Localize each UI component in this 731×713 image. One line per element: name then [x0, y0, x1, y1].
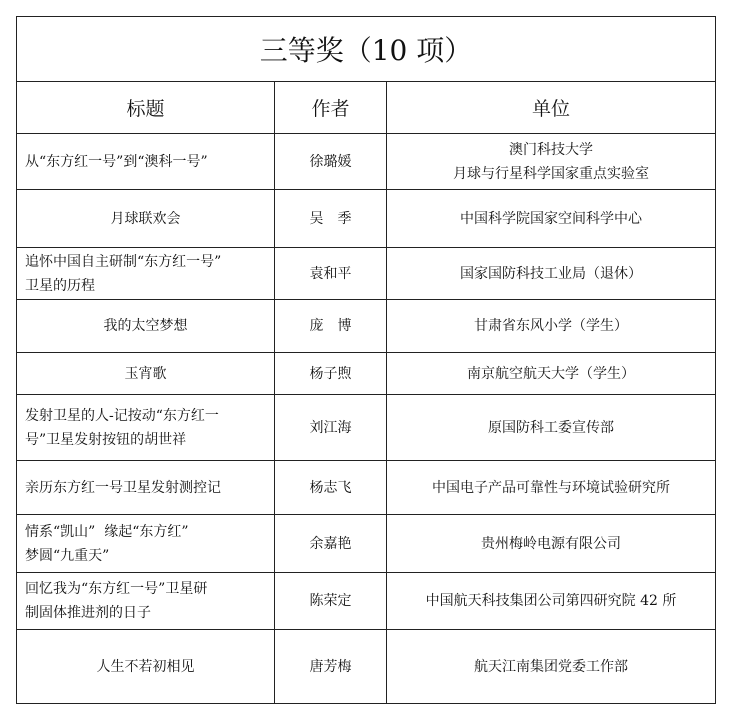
row-title — [17, 461, 275, 515]
table-row — [17, 395, 716, 461]
table-row — [17, 461, 716, 515]
row-title-line: 人生不若初相见 — [96, 658, 195, 675]
row-unit-line: 甘肃省东风小学（学生） — [474, 318, 628, 334]
row-unit-line: 原国防科工委宣传部 — [488, 419, 614, 436]
row-unit-line: 中国科学院国家空间科学中心 — [460, 210, 642, 227]
row-author: 徐璐媛 — [275, 134, 387, 190]
row-unit-line: 贵州梅岭电源有限公司 — [481, 535, 621, 552]
row-title-line: 发射卫星的人-记按动“东方红一 — [25, 407, 219, 424]
row-title — [17, 134, 275, 190]
row-title — [17, 395, 275, 461]
row-title — [17, 300, 275, 353]
row-title-line: 玉宵歌 — [124, 365, 167, 382]
header-title: 标题 — [17, 82, 275, 134]
row-title — [17, 515, 275, 573]
row-unit — [387, 190, 716, 248]
row-title-line: 梦圆“九重天” — [25, 547, 110, 564]
table-row — [17, 630, 716, 704]
row-unit — [387, 515, 716, 573]
row-author: 余嘉艳 — [275, 515, 387, 573]
row-unit — [387, 134, 716, 190]
row-title-line: 我的太空梦想 — [103, 318, 188, 334]
table-row — [17, 300, 716, 353]
row-title-line: 从“东方红一号”到“澳科一号” — [25, 153, 208, 170]
row-title-line: 卫星的历程 — [25, 277, 95, 294]
table-row — [17, 353, 716, 395]
table-row — [17, 515, 716, 573]
table-row — [17, 134, 716, 190]
table-title: 三等奖（10 项） — [17, 17, 716, 82]
row-author: 袁和平 — [275, 248, 387, 300]
row-unit — [387, 395, 716, 461]
row-author: 杨子煦 — [275, 353, 387, 395]
row-unit-line: 国家国防科技工业局（退休） — [460, 265, 642, 282]
row-unit-line: 航天江南集团党委工作部 — [474, 658, 628, 675]
row-title — [17, 190, 275, 248]
row-author: 庞 博 — [275, 300, 387, 353]
row-unit-line: 中国电子产品可靠性与环境试验研究所 — [432, 479, 670, 496]
row-title-line: 回忆我为“东方红一号”卫星研 — [25, 581, 208, 597]
row-title-line: 追怀中国自主研制“东方红一号” — [25, 253, 222, 270]
row-title-line: 月球联欢会 — [110, 210, 181, 227]
row-unit — [387, 248, 716, 300]
row-unit — [387, 300, 716, 353]
row-author: 刘江海 — [275, 395, 387, 461]
row-title-line: 亲历东方红一号卫星发射测控记 — [25, 479, 221, 496]
row-title — [17, 573, 275, 630]
row-title-line: 号”卫星发射按钮的胡世祥 — [25, 431, 187, 448]
row-unit — [387, 573, 716, 630]
row-unit-line: 中国航天科技集团公司第四研究院 42 所 — [425, 593, 677, 609]
row-unit — [387, 353, 716, 395]
row-unit — [387, 630, 716, 704]
awards-table — [16, 16, 716, 704]
row-unit-line: 月球与行星科学国家重点实验室 — [453, 165, 649, 182]
row-unit-line: 澳门科技大学 — [509, 141, 593, 158]
row-title-line: 制固体推进剂的日子 — [25, 605, 151, 621]
table-row — [17, 190, 716, 248]
row-unit-line: 南京航空航天大学（学生） — [467, 365, 635, 382]
row-title — [17, 248, 275, 300]
table-row — [17, 248, 716, 300]
row-title-line: 情系“凯山” 缘起“东方红” — [25, 523, 189, 540]
row-unit — [387, 461, 716, 515]
row-author: 唐芳梅 — [275, 630, 387, 704]
header-author: 作者 — [275, 82, 387, 134]
row-author: 陈荣定 — [275, 573, 387, 630]
row-title — [17, 630, 275, 704]
row-author: 吴 季 — [275, 190, 387, 248]
row-author: 杨志飞 — [275, 461, 387, 515]
row-title — [17, 353, 275, 395]
header-unit: 单位 — [387, 82, 716, 134]
table-row — [17, 573, 716, 630]
